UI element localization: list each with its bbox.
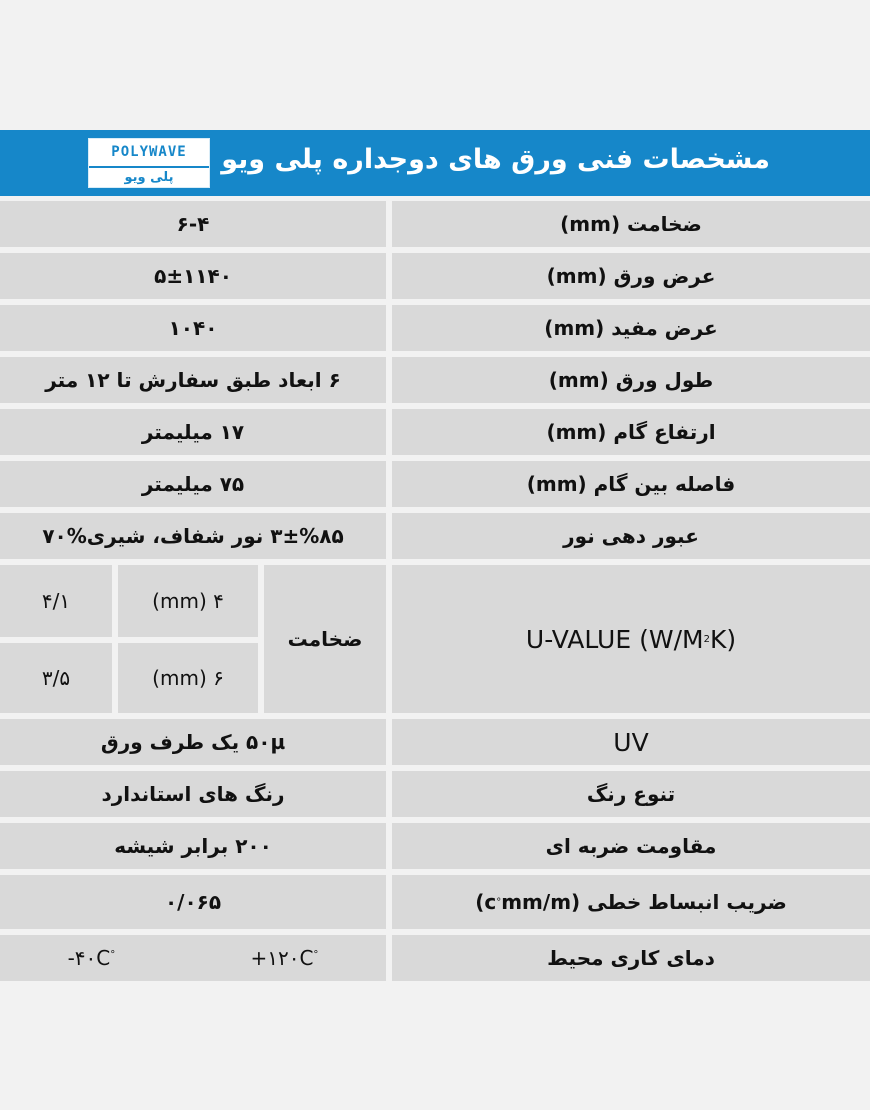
temperature-max-text: +۱۲۰C xyxy=(250,946,314,970)
row-label-uv: UV xyxy=(392,719,870,765)
row-label-expansion xyxy=(392,875,870,929)
row-value-useful-width: ۱۰۴۰ xyxy=(0,305,386,351)
expansion-label-post: c) xyxy=(475,890,497,914)
row-value-thickness: ۶-۴ xyxy=(0,201,386,247)
row-label-useful-width: عرض مفید (mm) xyxy=(392,305,870,351)
temperature-min-text: -۴۰C xyxy=(67,946,111,970)
row-value-pitch-distance: ۷۵ میلیمتر xyxy=(0,461,386,507)
uvalue-thickness-4: ۴ (mm) xyxy=(118,565,258,637)
logo-text: POLYWAVE xyxy=(89,139,209,168)
page-title: مشخصات فنی ورق های دوجداره پلی ویو xyxy=(221,144,770,175)
uvalue-value-6: ۳/۵ xyxy=(0,643,112,713)
row-value-pitch-height: ۱۷ میلیمتر xyxy=(0,409,386,455)
temperature-min-degree: ° xyxy=(110,949,116,961)
uvalue-value-4: ۴/۱ xyxy=(0,565,112,637)
uvalue-label-text: U-VALUE (W/M xyxy=(525,624,704,654)
temperature-min xyxy=(68,946,116,970)
polywave-logo xyxy=(88,138,210,188)
expansion-label-pre: ضریب انبساط خطی (mm/m xyxy=(501,890,787,914)
row-value-expansion: ۰/۰۶۵ xyxy=(0,875,386,929)
row-label-sheet-width: عرض ورق (mm) xyxy=(392,253,870,299)
row-value-sheet-width: ۵±۱۱۴۰ xyxy=(0,253,386,299)
row-label-temperature: دمای کاری محیط xyxy=(392,935,870,981)
row-value-color-variety: رنگ های استاندارد xyxy=(0,771,386,817)
table-header xyxy=(0,130,870,196)
temperature-max-degree: ° xyxy=(313,949,319,961)
uvalue-label-end: K) xyxy=(709,624,737,654)
row-value-impact-resistance: ۲۰۰ برابر شیشه xyxy=(0,823,386,869)
uvalue-label-sup: 2 xyxy=(703,633,710,645)
row-label-sheet-length: طول ورق (mm) xyxy=(392,357,870,403)
uvalue-thickness-6: ۶ (mm) xyxy=(118,643,258,713)
logo-subtext: پلی ویو xyxy=(124,170,174,185)
row-label-color-variety: تنوع رنگ xyxy=(392,771,870,817)
row-label-light-transmission: عبور دهی نور xyxy=(392,513,870,559)
temperature-max xyxy=(250,946,318,970)
row-value-sheet-length: ۶ ابعاد طبق سفارش تا ۱۲ متر xyxy=(0,357,386,403)
uvalue-label xyxy=(392,565,870,713)
row-value-light-transmission: ۳±%۸۵ نور شفاف، شیری%۷۰ xyxy=(0,513,386,559)
expansion-label-sup: ° xyxy=(496,896,502,908)
row-value-temperature xyxy=(0,935,386,981)
uvalue-thickness-label: ضخامت xyxy=(264,565,386,713)
row-label-pitch-height: ارتفاع گام (mm) xyxy=(392,409,870,455)
row-label-impact-resistance: مقاومت ضربه ای xyxy=(392,823,870,869)
row-value-uv: ۵۰µ یک طرف ورق xyxy=(0,719,386,765)
row-label-thickness: ضخامت (mm) xyxy=(392,201,870,247)
row-label-pitch-distance: فاصله بین گام (mm) xyxy=(392,461,870,507)
